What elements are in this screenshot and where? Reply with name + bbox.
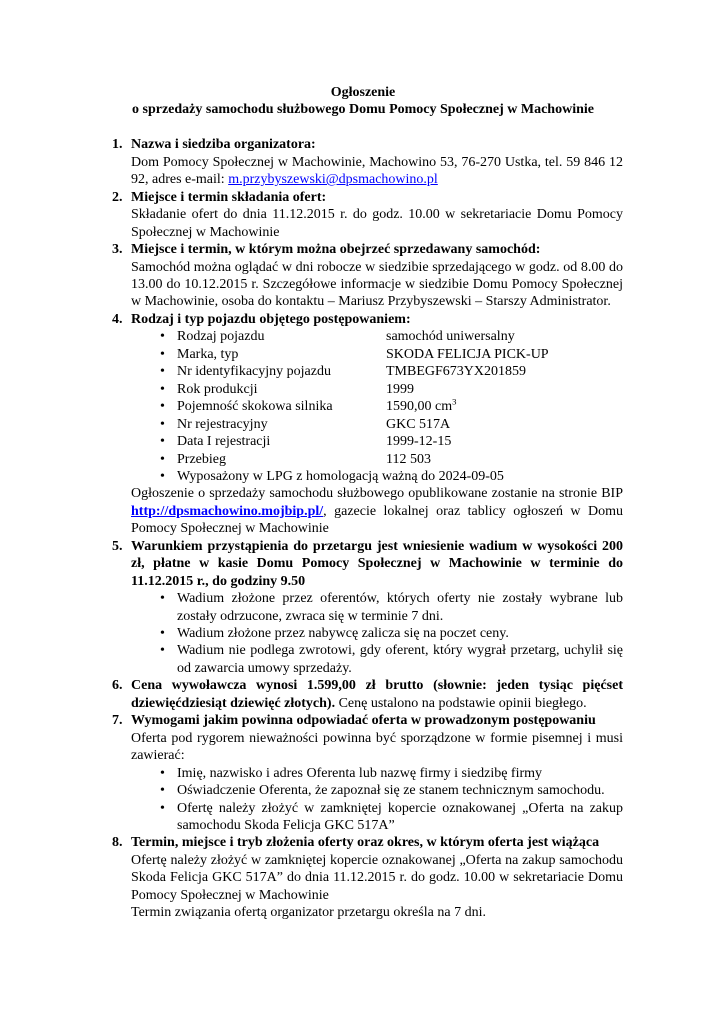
section-1 [103, 136, 623, 188]
bullet-icon: • [160, 591, 165, 607]
bullet-icon: • [160, 329, 165, 345]
bullet-icon: • [160, 765, 165, 781]
section-1-paragraph [131, 154, 623, 189]
spec-label: Rodzaj pojazdu [177, 329, 265, 345]
section-2 [103, 189, 623, 241]
section-7-heading: Wymogami jakim powinna odpowiadać oferta w prowadzonym postępowaniu [131, 713, 596, 729]
bullet-row [131, 625, 623, 642]
spec-value: SKODA FELICJA PICK-UP [386, 346, 549, 362]
spec-label: Nr identyfikacyjny pojazdu [177, 364, 331, 380]
bullet-text: Wadium nie podlega zwrotowi, gdy oferent, który wygrał przetarg, uchylił się od zawarcia umowy sprzedaży. [177, 643, 623, 676]
bullet-row [131, 765, 623, 782]
spec-row [131, 363, 623, 380]
section-4-text-after-link: , gazecie lokalnej oraz tablicy ogłoszeń w Domu Pomocy Społecznej w Machowinie [131, 503, 623, 537]
section-6-bold-text: Cena wywoławcza wynosi 1.599,00 zł brutto (słownie: jeden tysiąc pięćset dziewięćdziesiąt dziewięć złotych). [131, 678, 623, 711]
spec-value: samochód uniwersalny [386, 329, 515, 345]
section-3 [103, 241, 623, 311]
bullet-row [131, 468, 623, 485]
section-4-content [131, 311, 623, 538]
bullet-text: Wyposażony w LPG z homologacją ważną do 2024-09-05 [177, 468, 504, 484]
section-5-heading: Warunkiem przystąpienia do przetargu jest wniesienie wadium w wysokości 200 zł, płatne w kasie Domu Pomocy Społecznej w Machowinie w terminie do 11.12.2015 r., do godziny 9.50 [131, 538, 623, 589]
spec-row [131, 416, 623, 433]
section-6-content [131, 677, 623, 712]
section-7 [103, 712, 623, 834]
section-8-paragraph-2: Termin związania ofertą organizator przetargu określa na 7 dni. [131, 905, 486, 921]
section-3-number: 3. [112, 242, 123, 258]
bullet-text: Ofertę należy złożyć w zamkniętej kopercie oznakowanej „Oferta na zakup samochodu Skoda Felicja GKC 517A” [177, 800, 623, 834]
spec-value: 1999-12-15 [386, 434, 452, 450]
spec-value: GKC 517A [386, 416, 451, 432]
section-2-paragraph: Składanie ofert do dnia 11.12.2015 r. do godz. 10.00 w sekretariacie Domu Pomocy Społecznej w Machowinie [131, 207, 623, 240]
bullet-row [131, 590, 623, 625]
document-title [103, 84, 623, 119]
bullet-icon: • [160, 643, 165, 659]
section-5-content [131, 538, 623, 678]
section-2-content [131, 189, 623, 241]
section-7-paragraph: Oferta pod rygorem nieważności powinna być sporządzone w formie pisemnej i musi zawierać: [131, 730, 623, 764]
section-7-number: 7. [112, 713, 123, 729]
spec-value-text: 1590,00 cm [386, 399, 453, 415]
section-6 [103, 677, 623, 712]
section-8-number: 8. [112, 835, 123, 851]
bullet-icon: • [160, 783, 165, 799]
section-8-content [131, 834, 623, 921]
bullet-icon: • [160, 626, 165, 642]
section-6-paragraph [131, 677, 623, 712]
bullet-icon: • [160, 364, 165, 380]
section-8-paragraph: Ofertę należy złożyć w zamkniętej kopercie oznakowanej „Oferta na zakup samochodu Skoda Felicja GKC 517A” do dnia 11.12.2015 r. do godz. 10.00 w sekretariacie Domu Pomocy Społecznej w Machowinie [131, 852, 623, 903]
section-1-heading: Nazwa i siedziba organizatora: [131, 137, 316, 153]
superscript: 3 [452, 396, 457, 407]
section-3-heading: Miejsce i termin, w którym można obejrzeć sprzedawany samochód: [131, 242, 541, 258]
spec-value: TMBEGF673YX201859 [386, 364, 527, 380]
section-5-number: 5. [112, 538, 123, 554]
spec-label: Marka, typ [177, 346, 239, 362]
bullet-icon: • [160, 434, 165, 450]
spec-row [131, 451, 623, 468]
section-3-paragraph: Samochód można oglądać w dni robocze w siedzibie sprzedającego w godz. od 8.00 do 13.00 do 10.12.2015 r. Szczegółowe informacje w siedzibie Domu Pomocy Społecznej w Machowinie, osoba do kontaktu – Mariusz Przybyszewski – Starszy Administrator. [131, 259, 623, 310]
title-spacer [103, 119, 623, 136]
section-1-text: Dom Pomocy Społecznej w Machowinie, Machowino 53, 76-270 Ustka, tel. 59 846 12 92, adres e-mail: [131, 154, 623, 188]
bullet-icon: • [160, 451, 165, 467]
spec-value: 112 503 [386, 451, 431, 467]
spec-row [131, 346, 623, 363]
section-4-text-before-link: Ogłoszenie o sprzedaży samochodu służbowego opublikowane zostanie na stronie BIP [131, 486, 623, 502]
section-4-number: 4. [112, 311, 123, 327]
bullet-row [131, 642, 623, 677]
bullet-row [131, 782, 623, 799]
bullet-icon: • [160, 381, 165, 397]
bullet-icon: • [160, 416, 165, 432]
section-2-number: 2. [112, 189, 123, 205]
bullet-row [131, 800, 623, 835]
bullet-text: Wadium złożone przez nabywcę zalicza się na poczet ceny. [177, 626, 509, 642]
bullet-text: Wadium złożone przez oferentów, których oferty nie zostały wybrane lub zostały odrzucone, zwraca się w terminie 7 dni. [177, 591, 623, 624]
title-line-2: o sprzedaży samochodu służbowego Domu Pomocy Społecznej w Machowinie [132, 102, 594, 118]
section-7-content [131, 712, 623, 834]
bullet-icon: • [160, 468, 165, 484]
spec-value [386, 398, 623, 415]
document-content [103, 84, 623, 922]
title-line-1: Ogłoszenie [330, 85, 396, 100]
bip-link[interactable]: http://dpsmachowino.mojbip.pl/ [131, 503, 324, 519]
spec-row [131, 433, 623, 450]
email-link[interactable]: m.przybyszewski@dpsmachowino.pl [228, 172, 438, 188]
bullet-icon: • [160, 346, 165, 362]
section-8 [103, 834, 623, 921]
section-2-heading: Miejsce i termin składania ofert: [131, 189, 327, 205]
spec-value: 1999 [386, 381, 414, 397]
spec-row [131, 328, 623, 345]
spec-label: Rok produkcji [177, 381, 258, 397]
spec-label: Data I rejestracji [177, 434, 271, 450]
section-6-regular-text: Cenę ustalono na podstawie opinii biegłego. [335, 695, 587, 711]
bullet-icon: • [160, 800, 165, 816]
section-3-content [131, 241, 623, 311]
section-1-number: 1. [112, 137, 123, 153]
section-1-content [131, 136, 623, 188]
bullet-text: Imię, nazwisko i adres Oferenta lub nazwę firmy i siedzibę firmy [177, 765, 543, 781]
spec-label: Przebieg [177, 451, 226, 467]
spec-row [131, 398, 623, 415]
spec-label: Nr rejestracyjny [177, 416, 268, 432]
section-5 [103, 538, 623, 678]
section-8-heading: Termin, miejsce i tryb złożenia oferty oraz okres, w którym oferta jest wiążąca [131, 835, 600, 851]
section-6-number: 6. [112, 678, 123, 694]
section-4-paragraph [131, 485, 623, 537]
section-4 [103, 311, 623, 538]
section-4-heading: Rodzaj i typ pojazdu objętego postępowaniem: [131, 311, 411, 327]
spec-row [131, 381, 623, 398]
bullet-icon: • [160, 399, 165, 415]
spec-label: Pojemność skokowa silnika [177, 399, 333, 415]
bullet-text: Oświadczenie Oferenta, że zapoznał się ze stanem technicznym samochodu. [177, 783, 605, 799]
